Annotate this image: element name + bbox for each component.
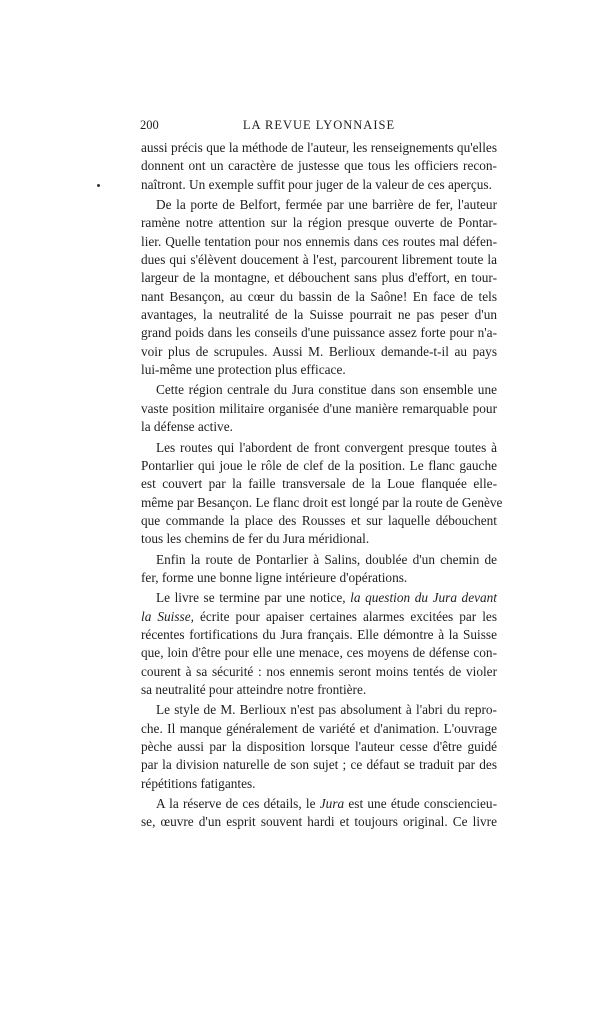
body-text [141,139,503,834]
text-line: lui-même une protection plus efficace. [141,362,346,378]
paragraph [141,795,497,834]
running-title: LA REVUE LYONNAISE [242,118,396,132]
text-line: A la réserve de ces détails, le Jura est une étude consciencieu- [156,796,498,812]
text-line: sa neutralité pour atteindre notre frontière. [141,681,367,697]
text-line: courent à sa sécurité : nos ennemis seront moins tentés de violer [141,663,497,679]
text-line: pèche aussi par la disposition lorsque l'auteur cesse d'être guidé [141,739,497,754]
text-line: dues qui s'élèvent doucement à l'est, parcourent librement toute la [141,252,497,268]
text-line: que, loin d'être pour elle une menace, ces moyens de défense con- [141,645,497,661]
text-line: récentes fortifications du Jura français. Elle démontre à la Suisse [141,626,497,642]
text-line: Enfin la route de Pontarlier à Salins, doublée d'un chemin de [156,551,497,567]
text-line: nant Besançon, au cœur du bassin de la Saône! En face de tels [141,288,497,304]
paragraph [141,701,497,795]
text-line: lier. Quelle tentation pour nos ennemis dans ces routes mal défen- [141,233,497,249]
text-line: aussi précis que la méthode de l'auteur, les renseignements qu'elles [141,140,497,155]
text-line: la Suisse, écrite pour apaiser certaines alarmes excitées par les [141,608,497,624]
text-line: De la porte de Belfort, fermée par une barrière de fer, l'auteur [156,197,497,213]
paragraph [141,439,503,551]
text-line: même par Besançon. Le flanc droit est longé par la route de Genève [141,494,503,510]
paragraph [141,196,497,381]
paragraph [141,381,497,438]
paragraph [141,551,497,590]
text-line: donnent ont un caractère de justesse que tous les officiers recon- [141,158,497,174]
text-line: voir plus de scrupules. Aussi M. Berlioux demande-t-il au pays [141,343,497,359]
text-line: largeur de la montagne, et débouchent sans plus d'effort, en tour- [141,270,497,286]
text-line: ramène notre attention sur la région presque ouverte de Pontar- [141,215,497,231]
text-line: Les routes qui l'abordent de front convergent presque toutes à [156,439,497,455]
page-number: 200 [140,118,159,132]
text-line: tous les chemins de fer du Jura méridional. [141,531,370,547]
text-line: est couvert par la faille transversale de la Loue flanquée elle- [141,476,497,492]
text-line: fer, forme une bonne ligne intérieure d'opérations. [141,569,408,585]
text-line: grand poids dans les conseils d'une puissance assez forte pour n'a- [141,325,497,341]
text-line: vaste position militaire organisée d'une manière remarquable pour [141,400,497,416]
text-line: Le livre se termine par une notice, la question du Jura devant [156,590,498,606]
text-line: che. Il manque généralement de variété et d'animation. L'ouvrage [141,720,497,736]
text-line: par la division naturelle de son sujet ; ce défaut se traduit par des [141,757,497,773]
text-line: que commande la place des Rousses et sur laquelle débouchent [141,512,497,528]
text-line: avantages, la neutralité de la Suisse pourrait ne pas peser d'un [141,307,497,323]
text-line: la défense active. [141,419,233,435]
paragraph [141,589,497,701]
running-header [141,118,497,135]
text-line: Pontarlier qui joue le rôle de clef de la position. Le flanc gauche [141,457,497,473]
text-line: naîtront. Un exemple suffit pour juger de la valeur de ces aperçus. [141,176,492,192]
book-page [140,118,503,834]
text-line: répétitions fatigantes. [141,775,256,791]
text-line: Le style de M. Berlioux n'est pas absolument à l'abri du repro- [156,702,497,718]
paragraph [141,139,497,196]
text-line: Cette région centrale du Jura constitue dans son ensemble une [156,382,497,398]
ink-speck [97,184,100,187]
text-line: se, œuvre d'un esprit souvent hardi et toujours original. Ce livre [141,814,497,830]
